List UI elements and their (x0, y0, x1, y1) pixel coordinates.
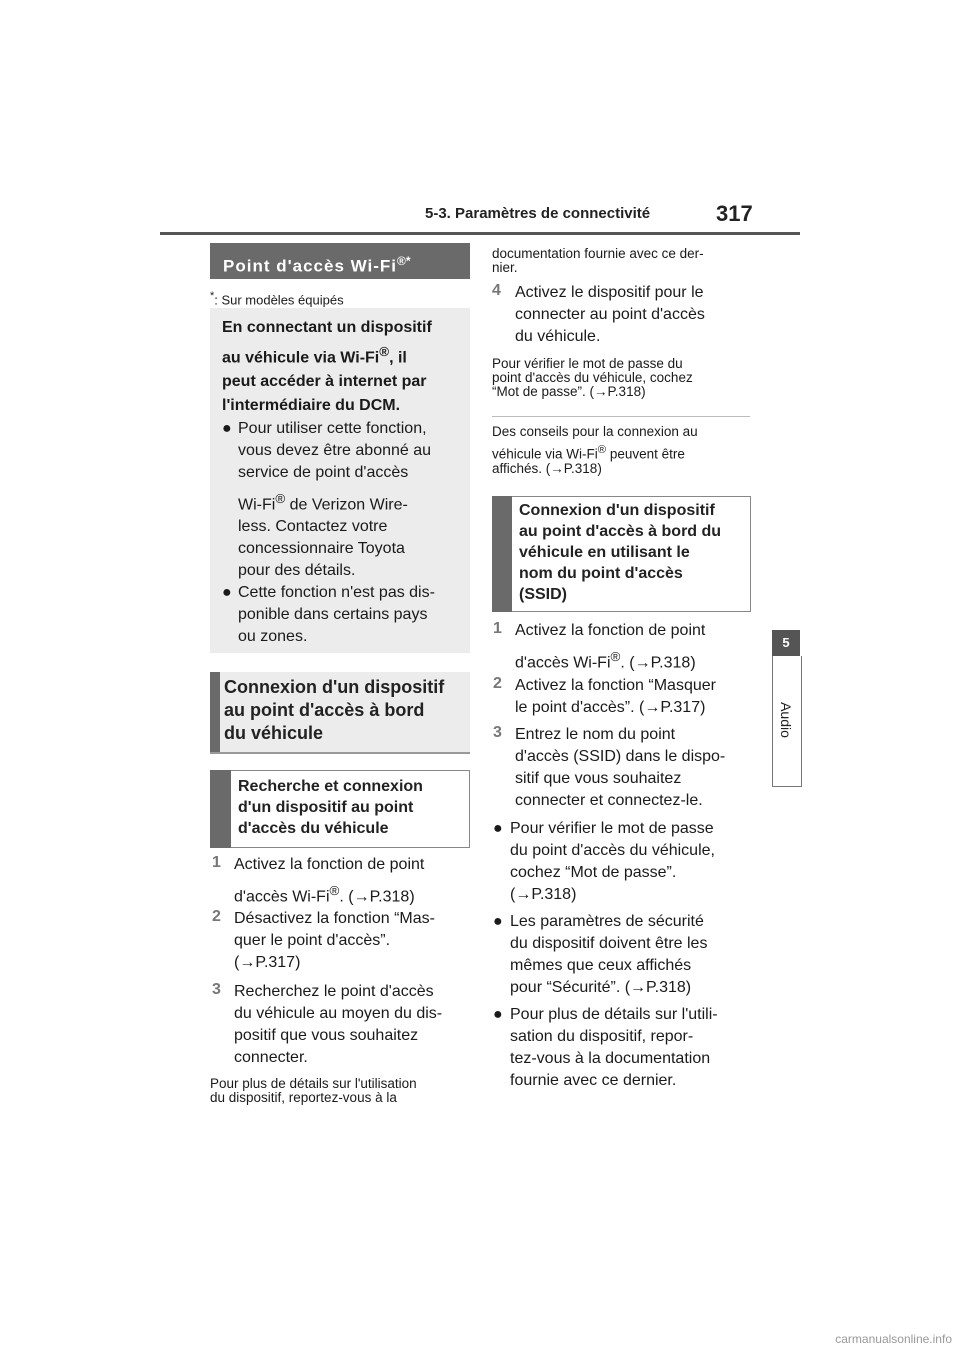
list-item: ● Pour vérifier le mot de passe du point d'accès du véhicule, cochez “Mot de passe”. (→P.318) (493, 820, 715, 903)
step-text: Activez la fonction “Masquer le point d'accès”. (→P.317) (515, 677, 716, 716)
bullet-icon: ● (493, 1006, 503, 1023)
arrow-icon: → (630, 979, 647, 996)
arrow-icon: → (644, 699, 661, 716)
note-text: Pour plus de détails sur l'utilisation du dispositif, reportez-vous à la (210, 1076, 417, 1105)
section-header: 5-3. Paramètres de connectivité (425, 205, 651, 222)
step-number: 1 (493, 620, 502, 637)
step-number: 2 (493, 675, 502, 692)
bullet-icon: ● (222, 584, 232, 601)
step-number: 2 (212, 908, 221, 925)
step-text: Activez la fonction de point d'accès Wi-Fi®. (→P.318) (234, 856, 425, 906)
list-item: ● Pour plus de détails sur l'utili- sation du dispositif, repor- tez-vous à la documentation fournie avec ce dernier. (493, 1006, 718, 1089)
list-item: ● Pour utiliser cette fonction, vous devez être abonné au service de point d'accès Wi-Fi® de Verizon Wire- less. Contactez votre concessionnaire Toyota pour des détails. (222, 420, 432, 580)
list-item: ● Cette fonction n'est pas dis- ponible dans certains pays ou zones. (222, 584, 435, 645)
divider (492, 416, 750, 417)
step-text: Activez le dispositif pour le connecter au point d'accès du véhicule. (515, 284, 705, 345)
step-text: Entrez le nom du point d'accès (SSID) dans le dispo- sitif que vous souhaitez connecter et connectez-le. (515, 726, 726, 809)
note-text: documentation fournie avec ce der- nier. (492, 246, 704, 275)
subsection-title: Recherche et connexion d'un dispositif au point d'accès du véhicule (238, 778, 423, 837)
intro-text: En connectant un dispositif au véhicule via Wi-Fi®, il peut accéder à internet par l'intermédiaire du DCM. (222, 319, 432, 415)
section-title: Connexion d'un dispositif au point d'accès à bord du véhicule (224, 677, 445, 743)
arrow-icon: → (239, 954, 256, 971)
step-number: 3 (212, 981, 221, 998)
subsection-stripe (492, 496, 512, 612)
page-number: 317 (716, 201, 753, 226)
step-text: Activez la fonction de point d'accès Wi-Fi®. (→P.318) (515, 622, 706, 672)
footnote: *: Sur modèles équipés (210, 290, 344, 308)
section-stripe (210, 672, 220, 752)
step-number: 4 (492, 282, 501, 299)
subsection-title: Connexion d'un dispositif au point d'accès à bord du véhicule en utilisant le nom du point d'accès (SSID) (519, 502, 722, 603)
bullet-icon: ● (493, 820, 503, 837)
bullet-icon: ● (493, 913, 503, 930)
chapter-tab-label: Audio (778, 702, 794, 738)
bullet-icon: ● (222, 420, 232, 437)
subsection-stripe (210, 770, 231, 848)
arrow-icon: → (634, 654, 651, 672)
step-number: 1 (212, 854, 221, 871)
header-rule (160, 232, 800, 235)
step-text: Recherchez le point d'accès du véhicule au moyen du dis- positif que vous souhaitez connecter. (234, 983, 443, 1066)
note-text: Pour vérifier le mot de passe du point d'accès du véhicule, cochez “Mot de passe”. (→P.318) (492, 356, 693, 399)
wifi-section-title: Point d'accès Wi-Fi®* (210, 243, 470, 279)
chapter-tab-number: 5 (772, 630, 800, 656)
step-number: 3 (493, 724, 502, 741)
step-text: Désactivez la fonction “Mas- quer le point d'accès”. (→P.317) (234, 910, 435, 971)
arrow-icon: → (594, 384, 608, 399)
arrow-icon: → (515, 886, 532, 903)
list-item: ● Les paramètres de sécurité du dispositif doivent être les mêmes que ceux affichés pour “Sécurité”. (→P.318) (493, 913, 708, 996)
arrow-icon: → (353, 888, 370, 906)
arrow-icon: → (550, 460, 564, 476)
note-text: Des conseils pour la connexion au véhicule via Wi-Fi® peuvent être affichés. (→P.318) (492, 424, 698, 476)
watermark: carmanualsonline.info (835, 1332, 952, 1346)
